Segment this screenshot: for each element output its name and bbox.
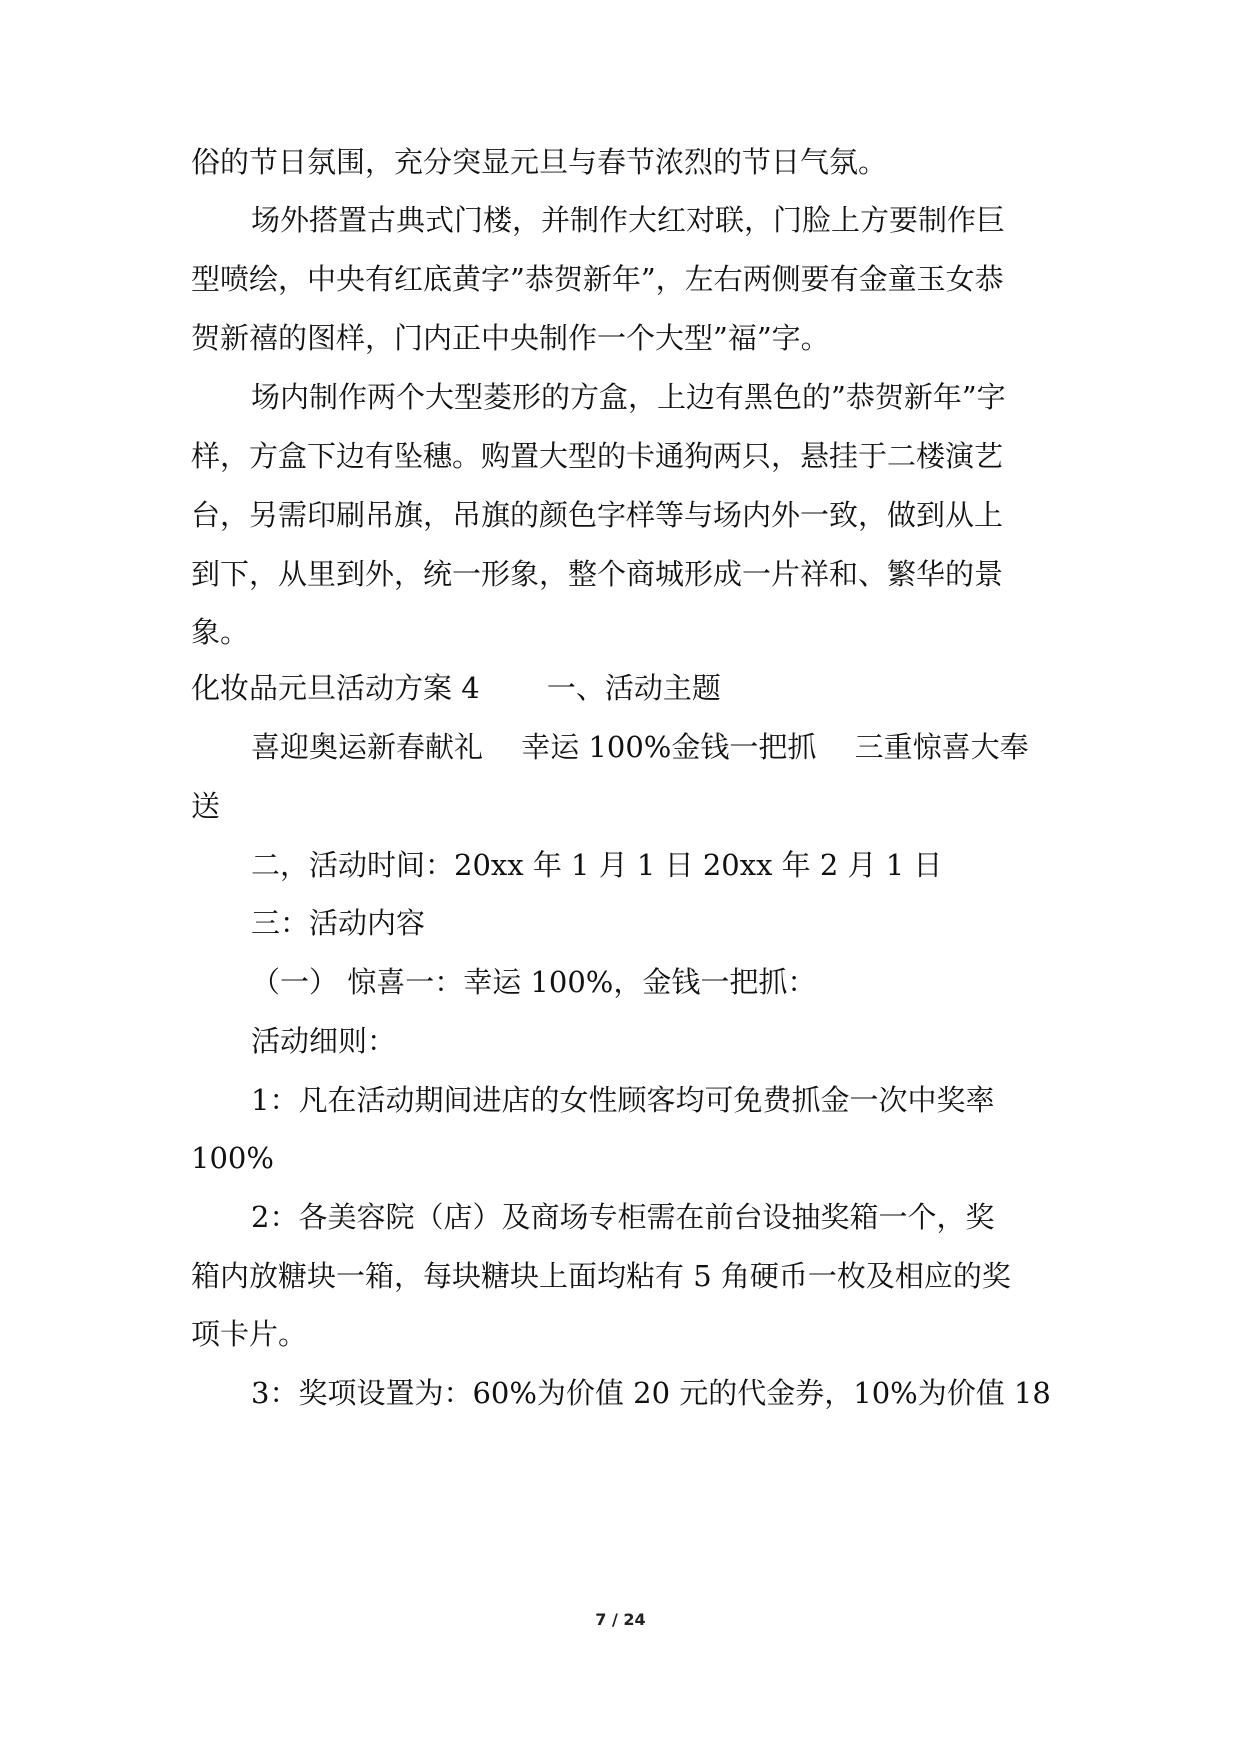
text-line: 到下，从里到外，统一形象，整个商城形成一片祥和、繁华的景 <box>191 557 1004 591</box>
text-line: 箱内放糖块一箱，每块糖块上面均粘有 5 角硬币一枚及相应的奖 <box>191 1259 1011 1293</box>
text-line: 2：各美容院（店）及商场专柜需在前台设抽奖箱一个，奖 <box>251 1200 995 1234</box>
text-line: 送 <box>191 789 221 823</box>
section-heading: 化妆品元旦活动方案 4 一、活动主题 <box>191 671 721 705</box>
text-line: 台，另需印刷吊旗，吊旗的颜色字样等与场内外一致，做到从上 <box>191 498 1004 532</box>
text-line: 项卡片。 <box>191 1317 308 1351</box>
text-line: 1：凡在活动期间进店的女性顾客均可免费抓金一次中奖率 <box>251 1083 995 1117</box>
text-line: 活动细则： <box>251 1024 397 1058</box>
text-line: 贺新禧的图样，门内正中央制作一个大型”福”字。 <box>191 321 830 355</box>
text-line: 二，活动时间：20xx 年 1 月 1 日 20xx 年 2 月 1 日 <box>251 848 943 882</box>
text-line: 型喷绘，中央有红底黄字”恭贺新年”，左右两侧要有金童玉女恭 <box>191 262 1004 296</box>
text-line: 场外搭置古典式门楼，并制作大红对联，门脸上方要制作巨 <box>251 203 1006 237</box>
text-line: 3：奖项设置为：60%为价值 20 元的代金券，10%为价值 18 <box>251 1376 1051 1410</box>
text-line: 场内制作两个大型菱形的方盒，上边有黑色的”恭贺新年”字 <box>251 380 1006 414</box>
text-line: 100% <box>191 1141 274 1175</box>
text-line: 三：活动内容 <box>251 906 426 940</box>
text-line: 样，方盒下边有坠穗。购置大型的卡通狗两只，悬挂于二楼演艺 <box>191 439 1004 473</box>
page-number: 7 / 24 <box>595 1610 646 1629</box>
text-line: 象。 <box>191 615 250 649</box>
text-line: （一） 惊喜一：幸运 100%，金钱一把抓： <box>251 965 817 999</box>
text-line: 喜迎奥运新春献礼 幸运 100%金钱一把抓 三重惊喜大奉 <box>251 730 1029 764</box>
text-line: 俗的节日氛围，充分突显元旦与春节浓烈的节日气氛。 <box>191 145 888 179</box>
